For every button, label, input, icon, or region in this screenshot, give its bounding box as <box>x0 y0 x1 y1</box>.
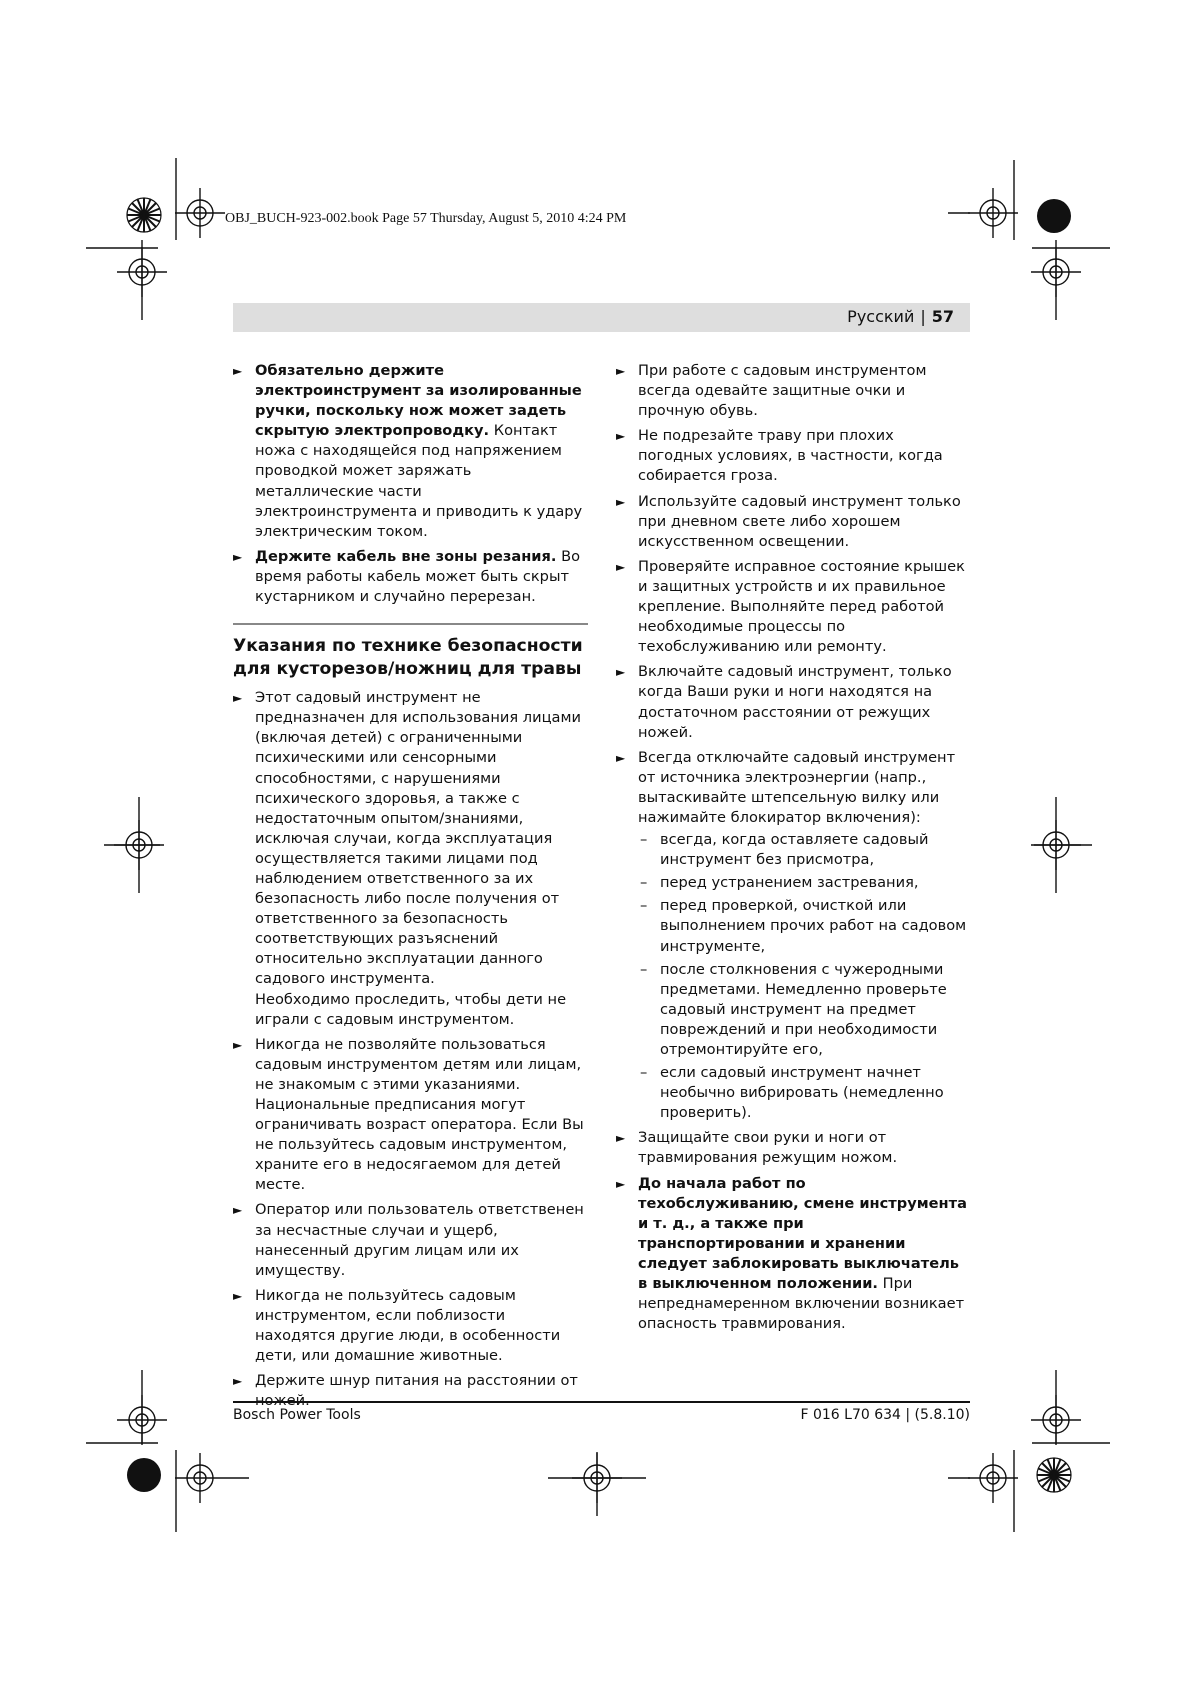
bullet-arrow-icon: ► <box>616 364 626 378</box>
dash-icon: – <box>640 897 648 915</box>
item-text: Этот садовый инструмент не предназначен для использования лицами (включая детей) с ограниченными психическими или сенсорными способностями, с нарушениями психического здоровья, а также с недостаточным опытом/знаниями, исключая случаи, когда эксплуатация осуществляется такими лицами под наблюдением ответственного за их безопасность либо после получения от ответственного за безопасность соответствующих разъяснений относительно эксплуатации данного садового инструмента. <box>255 689 581 988</box>
dash-icon: – <box>640 874 648 892</box>
list-item <box>233 688 588 1030</box>
item-text: Контакт ножа с находящейся под напряжением проводкой может заряжать металлические части электроинструмента и приводить к удару электрическим током. <box>255 422 583 540</box>
item-text: Никогда не позволяйте пользоваться садовым инструментом детям или лицам, не знакомым с этими указаниями. Национальные предписания могут ограничивать возраст оператора. Если Вы не пользуйтесь садовым инструментом, храните его в недосягаемом для детей месте. <box>255 1035 584 1194</box>
list-item <box>233 547 588 607</box>
bullet-arrow-icon: ► <box>616 494 626 509</box>
bullet-arrow-icon: ► <box>233 364 243 378</box>
sub-list-item <box>638 830 970 870</box>
item-text: Никогда не пользуйтесь садовым инструментом, если поблизости находятся другие люди, в особенности дети, или домашние животные. <box>255 1286 561 1365</box>
item-text: Держите шнур питания на расстоянии от ножей. <box>255 1372 578 1410</box>
bullet-arrow-icon: ► <box>616 1176 626 1191</box>
bullet-arrow-icon: ► <box>233 1374 243 1389</box>
item-text: При работе с садовым инструментом всегда одевайте защитные очки и прочную обувь. <box>638 362 927 420</box>
bullet-arrow-icon: ► <box>233 1288 243 1303</box>
sub-item-text: перед проверкой, очисткой или выполнением прочих работ на садовом инструменте, <box>660 897 967 955</box>
sub-item-text: перед устранением застревания, <box>660 874 919 892</box>
list-item <box>233 361 588 542</box>
list-item <box>616 662 970 742</box>
list-item <box>616 1174 970 1335</box>
item-text: При непреднамеренном включении возникает опасность травмирования. <box>638 1275 965 1333</box>
bullet-arrow-icon: ► <box>233 549 243 564</box>
item-text: Оператор или пользователь ответственен за несчастные случаи и ущерб, нанесенный другим лицам или их имуществу. <box>255 1201 584 1279</box>
bullet-arrow-icon: ► <box>616 665 626 680</box>
list-item <box>233 1371 588 1411</box>
footer-rule <box>233 1401 970 1403</box>
list-item <box>616 426 970 486</box>
bullet-arrow-icon: ► <box>616 559 626 574</box>
sub-list-item <box>638 960 970 1060</box>
header-text <box>847 307 954 326</box>
left-column <box>233 361 588 1416</box>
bullet-arrow-icon: ► <box>233 1037 243 1052</box>
sub-list-item <box>638 896 970 956</box>
print-slug: OBJ_BUCH-923-002.book Page 57 Thursday, August 5, 2010 4:24 PM <box>225 211 627 226</box>
item-text: Защищайте свои руки и ноги от травмирования режущим ножом. <box>638 1129 898 1167</box>
item-text: Используйте садовый инструмент только при дневном свете либо хорошем искусственном освещении. <box>638 492 961 550</box>
sub-item-text: после столкновения с чужеродными предметами. Немедленно проверьте садовый инструмент на предмет повреждений и при необходимости отремонтируйте его, <box>660 960 947 1058</box>
dash-icon: – <box>640 1064 648 1082</box>
item-text: Всегда отключайте садовый инструмент от источника электроэнергии (напр., вытаскивайте штепсельную вилку или нажимайте блокиратор включения): <box>638 748 956 826</box>
list-item <box>616 1128 970 1168</box>
item-text: Включайте садовый инструмент, только когда Ваши руки и ноги находятся на достаточном расстоянии от режущих ножей. <box>638 663 952 741</box>
footer-doc-number: F 016 L70 634 | (5.8.10) <box>800 1407 970 1423</box>
item-bold-text: До начала работ по техобслуживанию, смене инструмента и т. д., а также при транспортировании и хранении следует заблокировать выключатель в выключенном положении. <box>638 1174 967 1293</box>
dash-icon: – <box>640 960 648 978</box>
sub-item-text: всегда, когда оставляете садовый инструмент без присмотра, <box>660 831 929 869</box>
bullet-arrow-icon: ► <box>616 750 626 765</box>
section-heading: Указания по технике безопасности для кусторезов/ножниц для травы <box>233 636 583 680</box>
item-note: Необходимо проследить, чтобы дети не играли с садовым инструментом. <box>255 990 567 1028</box>
bullet-arrow-icon: ► <box>233 691 243 706</box>
sub-list-item <box>638 1063 970 1123</box>
list-item <box>233 1286 588 1366</box>
item-bold-text: Обязательно держите электроинструмент за изолированные ручки, поскольку нож может задеть скрытую электропроводку. <box>255 362 582 440</box>
footer-publisher: Bosch Power Tools <box>233 1407 361 1423</box>
bullet-arrow-icon: ► <box>233 1203 243 1218</box>
list-item <box>233 1035 588 1196</box>
sub-item-text: если садовый инструмент начнет необычно вибрировать (немедленно проверить). <box>660 1064 944 1122</box>
bullet-arrow-icon: ► <box>616 1131 626 1146</box>
item-text: Во время работы кабель может быть скрыт кустарником и случайно перерезан. <box>255 547 581 606</box>
list-item <box>616 492 970 552</box>
list-item <box>233 1200 588 1280</box>
right-column <box>616 361 970 1339</box>
section-divider <box>233 623 588 625</box>
page-number: 57 <box>931 307 954 326</box>
item-text: Не подрезайте траву при плохих погодных условиях, в частности, когда собирается гроза. <box>638 427 943 485</box>
header-language: Русский <box>847 307 915 326</box>
list-item <box>616 557 970 657</box>
dash-icon: – <box>640 831 648 849</box>
bullet-arrow-icon: ► <box>616 429 626 444</box>
page-header <box>233 303 970 332</box>
list-item <box>616 361 970 421</box>
list-item <box>616 748 970 1124</box>
sub-list <box>638 830 970 1123</box>
header-separator: | <box>920 307 926 326</box>
item-text: Проверяйте исправное состояние крышек и защитных устройств и их правильное крепление. Выполняйте перед работой необходимые процессы по техобслуживанию или ремонту. <box>638 557 965 656</box>
sub-list-item <box>638 873 970 893</box>
item-bold-text: Держите кабель вне зоны резания. <box>255 547 557 565</box>
